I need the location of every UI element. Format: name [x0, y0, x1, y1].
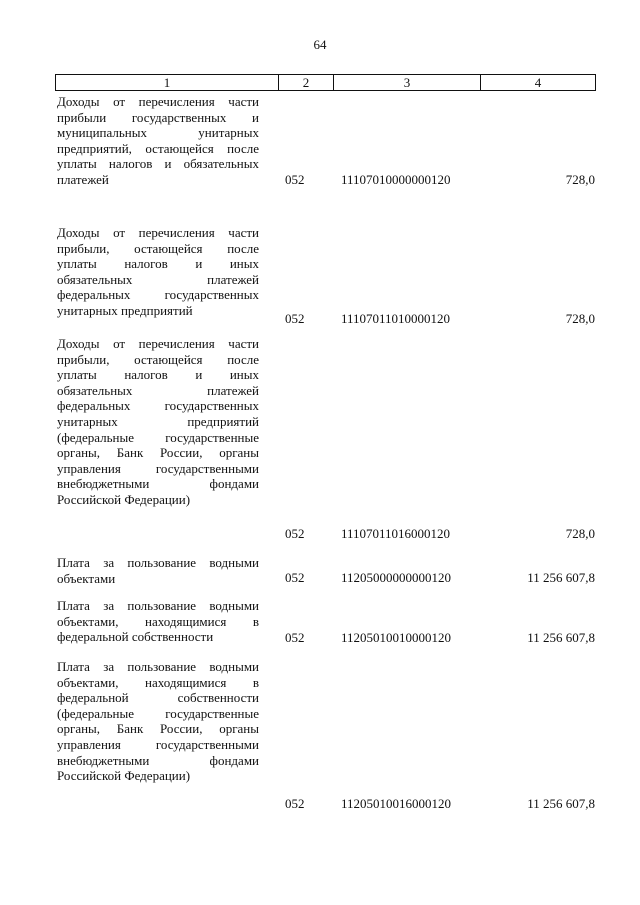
row-kbk-code: 11107010000000120	[341, 172, 451, 187]
row-admin-code: 052	[285, 526, 305, 541]
row-amount: 11 256 607,8	[527, 570, 595, 585]
table-row	[57, 598, 595, 650]
table-row	[57, 336, 595, 546]
row-amount: 728,0	[565, 311, 595, 326]
row-kbk-code: 11107011010000120	[341, 311, 451, 326]
row-description: Доходы от перечисления части прибыли, остающейся после уплаты налогов и иных обязательных платежей федеральных государственных унитарных предприятий	[57, 225, 259, 318]
row-admin-code: 052	[285, 630, 305, 645]
table-row	[57, 659, 595, 819]
row-description: Плата за пользование водными объектами, находящимися в федеральной собственности	[57, 598, 259, 645]
row-amount: 11 256 607,8	[527, 796, 595, 811]
column-header-1: 1	[56, 75, 279, 90]
row-kbk-code: 11205010010000120	[341, 630, 452, 645]
row-kbk-code: 11205000000000120	[341, 570, 452, 585]
row-kbk-code: 11205010016000120	[341, 796, 452, 811]
column-header-3: 3	[334, 75, 481, 90]
row-admin-code: 052	[285, 570, 305, 585]
row-amount: 728,0	[565, 172, 595, 187]
row-amount: 728,0	[565, 526, 595, 541]
table-row	[57, 94, 595, 204]
row-description: Плата за пользование водными объектами	[57, 555, 259, 586]
table-row	[57, 555, 595, 591]
page-number: 64	[313, 37, 327, 52]
row-admin-code: 052	[285, 311, 305, 326]
table-row	[57, 225, 595, 335]
row-kbk-code: 11107011016000120	[341, 526, 451, 541]
row-amount: 11 256 607,8	[527, 630, 595, 645]
row-description: Плата за пользование водными объектами, находящимися в федеральной собственности (федеральные государственные органы, Банк России, органы управления государственными внебюджетными фондами Российской Федерации)	[57, 659, 259, 784]
row-description: Доходы от перечисления части прибыли государственных и муниципальных унитарных предприятий, остающейся после уплаты налогов и обязательных платежей	[57, 94, 259, 187]
table-header	[55, 74, 596, 91]
row-description: Доходы от перечисления части прибыли, остающейся после уплаты налогов и иных обязательных платежей федеральных государственных унитарных предприятий (федеральные государственные органы, Банк России, органы управления государственными внебюджетными фондами Российской Федерации)	[57, 336, 259, 507]
row-admin-code: 052	[285, 796, 305, 811]
column-header-2: 2	[279, 75, 334, 90]
row-admin-code: 052	[285, 172, 305, 187]
column-header-4: 4	[534, 74, 542, 90]
